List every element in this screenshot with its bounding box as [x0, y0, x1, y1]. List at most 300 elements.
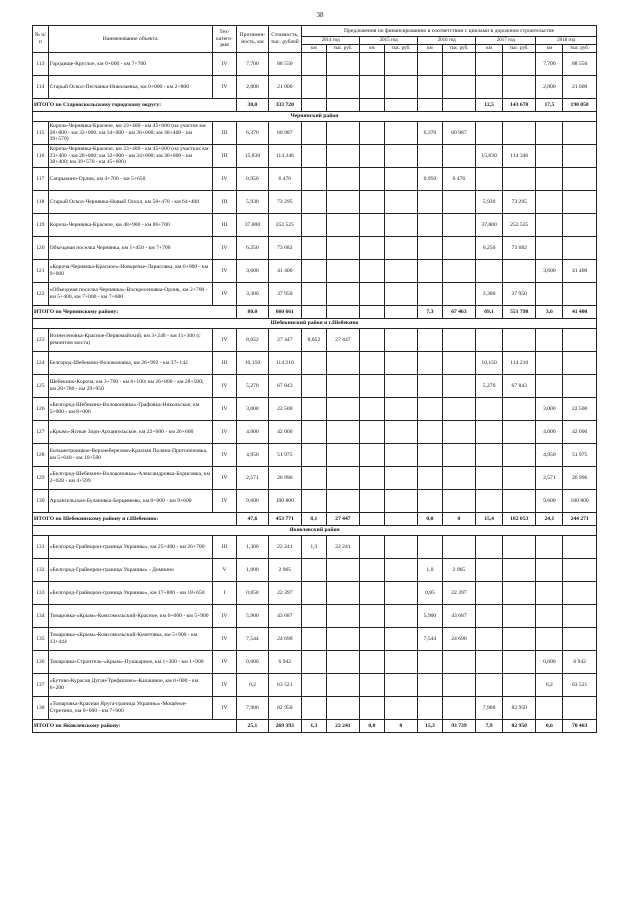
total-label: ИТОГО по Чернянскому району:	[33, 306, 237, 319]
row-number: 125	[33, 375, 49, 398]
year-km	[418, 329, 443, 352]
object-name: Белгород-Шебекино-Волоконовка, км 26+992 - км 37+142	[48, 352, 212, 375]
road-category: IV	[212, 697, 237, 720]
year-rub	[384, 605, 417, 628]
year-km	[476, 421, 503, 444]
row-number: 129	[33, 467, 49, 490]
road-category: IV	[212, 651, 237, 674]
year-rub	[326, 237, 359, 260]
year-km: 0,85	[418, 582, 443, 605]
year-km	[302, 490, 327, 513]
year-km: 1,0	[418, 559, 443, 582]
header-length: Протяжен-ность, км	[237, 26, 268, 53]
year-rub: 41 400	[563, 306, 597, 319]
cost-thousand-rub: 2 965	[268, 559, 301, 582]
row-number: 135	[33, 628, 49, 651]
year-km	[536, 628, 563, 651]
table-row	[33, 559, 597, 582]
year-rub	[326, 214, 359, 237]
section-title: Шебекинский район и г.Шебекино	[33, 319, 597, 329]
object-name: «Белгород-Шебекино-Волоконовка»-Графовка-Никольское, км 5+000 - км 8+000	[48, 398, 212, 421]
year-km	[418, 214, 443, 237]
year-rub: 41 400	[563, 260, 597, 283]
year-rub	[384, 651, 417, 674]
year-rub	[326, 53, 359, 76]
year-rub	[502, 490, 535, 513]
year-rub	[563, 122, 597, 145]
road-category: IV	[212, 421, 237, 444]
year-km: 2,571	[536, 467, 563, 490]
object-name: Короча-Чернянка-Красное, км 48+900 - км 86+700	[48, 214, 212, 237]
year-km: 15,830	[476, 145, 503, 168]
year-km	[476, 76, 503, 99]
object-name: «Белгород-Грайворон-граница Украины» - Домнино	[48, 559, 212, 582]
year-rub: 51 975	[563, 444, 597, 467]
length-km: 47,6	[237, 513, 268, 526]
year-rub	[326, 352, 359, 375]
year-rub: 6 942	[563, 651, 597, 674]
row-number: 117	[33, 168, 49, 191]
table-row	[33, 283, 597, 306]
road-category: IV	[212, 444, 237, 467]
year-rub	[502, 421, 535, 444]
year-km	[476, 559, 503, 582]
year-rub: 143 670	[502, 99, 535, 112]
year-rub	[442, 536, 475, 559]
year-km	[536, 605, 563, 628]
header-unit-km: км	[302, 45, 327, 53]
year-km	[476, 260, 503, 283]
year-rub: 22 397	[442, 582, 475, 605]
row-number: 121	[33, 260, 49, 283]
year-rub: 42 000	[563, 421, 597, 444]
total-row	[33, 306, 597, 319]
year-km: 15,4	[476, 513, 503, 526]
table-row	[33, 260, 597, 283]
year-rub	[502, 53, 535, 76]
road-category: III	[212, 145, 237, 168]
row-number: 131	[33, 536, 49, 559]
year-rub	[563, 329, 597, 352]
year-rub	[502, 122, 535, 145]
header-unit-rub: тыс. руб.	[384, 45, 417, 53]
object-name: «Крым»-Ясные Зори-Архангельское, км 22+600 - км 26+600	[48, 421, 212, 444]
row-number: 118	[33, 191, 49, 214]
year-km	[302, 697, 327, 720]
year-km	[302, 168, 327, 191]
year-km	[360, 191, 385, 214]
year-km	[476, 582, 503, 605]
year-rub	[384, 674, 417, 697]
year-km	[360, 168, 385, 191]
year-km: 0,6	[536, 720, 563, 733]
year-km	[536, 697, 563, 720]
cost-thousand-rub: 252 525	[268, 214, 301, 237]
year-rub	[502, 398, 535, 421]
year-km: 0,950	[418, 168, 443, 191]
year-km	[476, 444, 503, 467]
year-rub	[384, 628, 417, 651]
year-km	[418, 490, 443, 513]
year-rub	[326, 490, 359, 513]
table-row	[33, 145, 597, 168]
length-km: 9,600	[237, 490, 268, 513]
cost-thousand-rub: 114 346	[268, 145, 301, 168]
section-header-row	[33, 319, 597, 329]
year-km: 7,700	[536, 53, 563, 76]
year-rub	[502, 651, 535, 674]
length-km: 6,250	[237, 237, 268, 260]
row-number: 116	[33, 145, 49, 168]
year-km: 15,3	[418, 720, 443, 733]
length-km: 25,1	[237, 720, 268, 733]
year-km	[302, 122, 327, 145]
year-rub: 37 950	[502, 283, 535, 306]
year-km	[476, 467, 503, 490]
year-rub	[502, 467, 535, 490]
cost-thousand-rub: 63 521	[268, 674, 301, 697]
year-rub	[384, 536, 417, 559]
header-unit-km: км	[418, 45, 443, 53]
year-km	[302, 674, 327, 697]
year-km	[360, 398, 385, 421]
road-category: IV	[212, 283, 237, 306]
table-row	[33, 444, 597, 467]
length-km: 5,900	[237, 605, 268, 628]
year-km: 7,3	[418, 306, 443, 319]
year-km	[418, 697, 443, 720]
year-rub: 27 447	[326, 329, 359, 352]
year-km	[360, 145, 385, 168]
row-number: 127	[33, 421, 49, 444]
row-number: 119	[33, 214, 49, 237]
year-km: 24,1	[536, 513, 563, 526]
year-rub	[563, 375, 597, 398]
cost-thousand-rub: 453 771	[268, 513, 301, 526]
cost-thousand-rub: 73 682	[268, 237, 301, 260]
year-km	[360, 375, 385, 398]
year-rub: 22 241	[326, 536, 359, 559]
road-category: IV	[212, 168, 237, 191]
row-number: 136	[33, 651, 49, 674]
header-year-2018: 2018 год	[536, 37, 597, 45]
year-rub	[384, 398, 417, 421]
year-km	[360, 99, 385, 112]
year-km	[536, 214, 563, 237]
length-km: 10,150	[237, 352, 268, 375]
length-km: 6,2	[237, 674, 268, 697]
year-rub: 67 843	[502, 375, 535, 398]
table-row	[33, 168, 597, 191]
length-km: 6,370	[237, 122, 268, 145]
length-km: 8,052	[237, 329, 268, 352]
object-name: Шебекино-Короча, км 3+700 - км 6+100; км 26+800 - км 28+500; км 28+780 - км 29+950	[48, 375, 212, 398]
year-rub	[326, 421, 359, 444]
year-km: 3,6	[536, 306, 563, 319]
row-number: 137	[33, 674, 49, 697]
year-rub: 0	[442, 513, 475, 526]
year-km	[360, 605, 385, 628]
year-km: 6,250	[476, 237, 503, 260]
year-km: 10,150	[476, 352, 503, 375]
year-km	[536, 375, 563, 398]
year-rub	[384, 421, 417, 444]
row-number: 132	[33, 559, 49, 582]
row-number: 133	[33, 582, 49, 605]
row-number: 120	[33, 237, 49, 260]
year-km	[536, 582, 563, 605]
year-rub	[384, 237, 417, 260]
year-km	[418, 260, 443, 283]
year-rub	[442, 76, 475, 99]
year-km	[476, 53, 503, 76]
year-rub	[326, 260, 359, 283]
year-km	[418, 674, 443, 697]
year-km	[302, 214, 327, 237]
year-rub	[502, 260, 535, 283]
year-km	[360, 651, 385, 674]
year-km: 6,370	[418, 122, 443, 145]
year-rub	[384, 260, 417, 283]
year-km	[418, 76, 443, 99]
row-number: 124	[33, 352, 49, 375]
year-km: 69,1	[476, 306, 503, 319]
year-rub: 22 500	[563, 398, 597, 421]
header-unit-km: км	[360, 45, 385, 53]
year-rub	[326, 398, 359, 421]
year-km	[360, 122, 385, 145]
object-name: «Короча-Чернянка-Красное»-Новоречье-Ларисовка, км 6+000 - км 9+600	[48, 260, 212, 283]
year-rub	[442, 237, 475, 260]
year-rub	[442, 375, 475, 398]
header-cost: Стоимость, тыс. рублей	[268, 26, 301, 53]
year-km	[302, 99, 327, 112]
year-km: 1,3	[302, 720, 327, 733]
year-rub	[563, 582, 597, 605]
year-km: 2,800	[536, 76, 563, 99]
table-row	[33, 53, 597, 76]
length-km: 15,830	[237, 145, 268, 168]
year-km	[418, 467, 443, 490]
cost-thousand-rub: 269 393	[268, 720, 301, 733]
road-category: IV	[212, 398, 237, 421]
year-rub	[442, 697, 475, 720]
year-rub	[326, 628, 359, 651]
year-rub	[502, 605, 535, 628]
year-km	[302, 582, 327, 605]
year-rub	[563, 214, 597, 237]
cost-thousand-rub: 26 996	[268, 467, 301, 490]
year-rub	[384, 122, 417, 145]
row-number: 138	[33, 697, 49, 720]
year-km	[418, 421, 443, 444]
year-rub	[384, 375, 417, 398]
table-row	[33, 490, 597, 513]
year-km	[360, 490, 385, 513]
header-year-2017: 2017 год	[476, 37, 536, 45]
table-body	[33, 53, 597, 733]
length-km: 0,600	[237, 651, 268, 674]
year-rub: 252 525	[502, 214, 535, 237]
year-km	[418, 398, 443, 421]
table-row	[33, 605, 597, 628]
year-km: 37,800	[476, 214, 503, 237]
year-km	[536, 191, 563, 214]
year-km	[360, 697, 385, 720]
year-km	[302, 628, 327, 651]
year-rub	[563, 352, 597, 375]
header-num: № п/п	[33, 26, 49, 53]
length-km: 2,571	[237, 467, 268, 490]
header-year-2014: 2014 год	[302, 37, 360, 45]
year-rub	[442, 283, 475, 306]
year-km	[302, 651, 327, 674]
road-category: IV	[212, 628, 237, 651]
year-km	[360, 628, 385, 651]
year-km: 3,000	[536, 398, 563, 421]
road-category: IV	[212, 260, 237, 283]
year-rub	[442, 53, 475, 76]
length-km: 4,000	[237, 421, 268, 444]
year-rub	[442, 191, 475, 214]
object-name: Вознесеновка-Красное-Первомайский, км 3+248 - км 11+300 (с ремонтом моста)	[48, 329, 212, 352]
year-km	[360, 559, 385, 582]
row-number: 114	[33, 76, 49, 99]
year-km	[302, 306, 327, 319]
row-number: 115	[33, 122, 49, 145]
year-km	[476, 490, 503, 513]
year-rub	[326, 99, 359, 112]
year-km	[360, 513, 385, 526]
year-km	[536, 168, 563, 191]
year-km	[476, 628, 503, 651]
table-row	[33, 329, 597, 352]
table-row	[33, 421, 597, 444]
cost-thousand-rub: 22 500	[268, 398, 301, 421]
header-year-2015: 2015 год	[360, 37, 418, 45]
length-km: 4,950	[237, 444, 268, 467]
cost-thousand-rub: 22 241	[268, 536, 301, 559]
section-title: Яковлевский район	[33, 526, 597, 536]
year-rub: 93 739	[442, 720, 475, 733]
year-km	[476, 398, 503, 421]
year-km	[418, 99, 443, 112]
object-name: «Томаровка-Красная Яруга-граница Украины»-Мощёное-Стретино, км 0+000 - км 7+900	[48, 697, 212, 720]
year-rub: 114 210	[502, 352, 535, 375]
table-row	[33, 352, 597, 375]
cost-thousand-rub: 73 295	[268, 191, 301, 214]
cost-thousand-rub: 43 687	[268, 605, 301, 628]
cost-thousand-rub: 114 210	[268, 352, 301, 375]
year-km	[476, 168, 503, 191]
year-km	[536, 283, 563, 306]
header-financing: Предложения по финансированию в соответствии с циклами в дорожном строительстве	[302, 26, 597, 37]
header-name: Наименование объекта	[48, 26, 212, 53]
cost-thousand-rub: 6 476	[268, 168, 301, 191]
road-category: III	[212, 536, 237, 559]
year-rub: 82 950	[502, 720, 535, 733]
year-rub	[384, 53, 417, 76]
year-rub	[326, 444, 359, 467]
length-km: 7,544	[237, 628, 268, 651]
financing-table	[32, 25, 597, 733]
year-rub	[563, 559, 597, 582]
year-rub	[326, 122, 359, 145]
row-number: 122	[33, 283, 49, 306]
year-rub	[502, 536, 535, 559]
year-km	[536, 536, 563, 559]
year-rub	[442, 352, 475, 375]
year-km: 4,000	[536, 421, 563, 444]
year-rub	[384, 697, 417, 720]
year-rub	[326, 697, 359, 720]
year-rub	[326, 467, 359, 490]
year-km	[302, 76, 327, 99]
year-rub	[563, 605, 597, 628]
year-rub	[502, 329, 535, 352]
year-km	[476, 651, 503, 674]
table-row	[33, 214, 597, 237]
road-category: III	[212, 352, 237, 375]
year-km	[476, 329, 503, 352]
year-km	[536, 122, 563, 145]
year-rub	[326, 605, 359, 628]
year-rub	[326, 168, 359, 191]
header-unit-km: км	[536, 45, 563, 53]
year-km	[302, 237, 327, 260]
road-category: I	[212, 582, 237, 605]
year-rub	[326, 375, 359, 398]
year-km: 7,9	[476, 720, 503, 733]
year-km: 0,600	[536, 651, 563, 674]
cost-thousand-rub: 333 720	[268, 99, 301, 112]
total-label: ИТОГО по Яковлевскому району:	[33, 720, 237, 733]
table-row	[33, 674, 597, 697]
year-km	[360, 352, 385, 375]
object-name: Архангельское-Булановка-Берцевеево, км 0+000 - км 9+600	[48, 490, 212, 513]
year-rub	[442, 490, 475, 513]
year-km	[536, 145, 563, 168]
year-rub	[326, 651, 359, 674]
object-name: Большетроицкое-Верхнеберезово-Красная Поляна-Протопоповка, км 5+640 - км 10+590	[48, 444, 212, 467]
cost-thousand-rub: 82 950	[268, 697, 301, 720]
year-rub: 6 476	[442, 168, 475, 191]
year-rub	[384, 329, 417, 352]
year-rub	[563, 168, 597, 191]
year-km: 5,930	[476, 191, 503, 214]
table-row	[33, 76, 597, 99]
object-name: Короча-Чернянка-Красное, км 23+400 - км 45+600 (на участках км 23+400 - км 28+800; км 32+000 - км 34+000; км 36+000 - км 38+400; км 39+570 - км 45+600)	[48, 145, 212, 168]
year-rub: 73 295	[502, 191, 535, 214]
cost-thousand-rub: 42 000	[268, 421, 301, 444]
road-category: IV	[212, 237, 237, 260]
year-km	[418, 237, 443, 260]
row-number: 123	[33, 329, 49, 352]
row-number: 126	[33, 398, 49, 421]
year-km: 9,600	[536, 490, 563, 513]
row-number: 134	[33, 605, 49, 628]
object-name: Старый Оскол-Чернянка-Новый Оскол, км 58+470 - км 64+400	[48, 191, 212, 214]
year-rub	[326, 559, 359, 582]
year-km: 8,1	[302, 513, 327, 526]
length-km: 3,000	[237, 398, 268, 421]
year-rub	[442, 329, 475, 352]
year-km	[418, 536, 443, 559]
year-rub	[326, 306, 359, 319]
length-km: 7,900	[237, 697, 268, 720]
year-km: 17,5	[536, 99, 563, 112]
year-rub	[384, 76, 417, 99]
